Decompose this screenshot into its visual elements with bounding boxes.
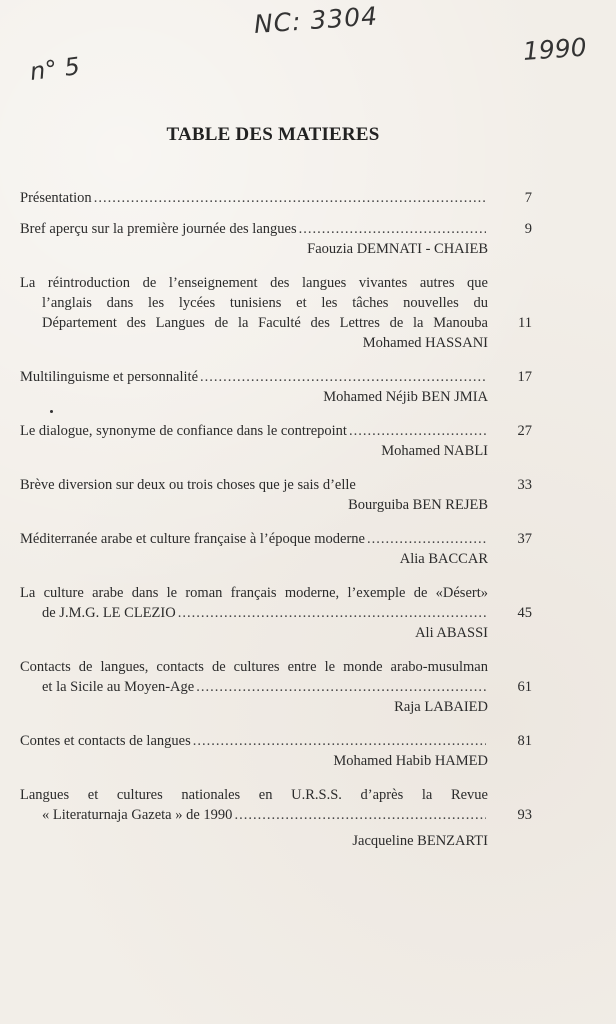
toc-entry xyxy=(20,219,532,259)
toc-entry-author: Mohamed Néjib BEN JMIA xyxy=(323,389,488,405)
toc-entry-title-line: Langues et cultures nationales en U.R.S.S. d’après la Revue xyxy=(20,787,488,803)
toc-entry-title: Méditerranée arabe et culture française à l’époque moderne xyxy=(20,531,365,547)
toc-entry-author: Alia BACCAR xyxy=(399,551,488,567)
toc-page-number: 37 xyxy=(517,531,532,547)
toc-entry-author: Mohamed HASSANI xyxy=(362,335,488,351)
handwritten-catalog-number: NC: 3304 xyxy=(252,1,379,39)
toc-entry-title: Présentation xyxy=(20,190,92,206)
toc-entry-author: Jacqueline BENZARTI xyxy=(352,833,488,849)
toc-entry xyxy=(20,785,532,851)
handwritten-year: 1990 xyxy=(521,32,588,66)
toc-entry-title: Brève diversion sur deux ou trois choses que je sais d’elle xyxy=(20,477,356,493)
toc-entry-author: Faouzia DEMNATI - CHAIEB xyxy=(307,241,488,257)
leader-dots xyxy=(299,219,486,239)
leader-dots xyxy=(193,731,486,751)
toc-entry xyxy=(20,273,532,353)
handwritten-issue-number: n° 5 xyxy=(28,51,82,86)
toc-page-number: 11 xyxy=(518,315,532,331)
toc-entry-title: Bref aperçu sur la première journée des langues xyxy=(20,221,297,237)
table-of-contents xyxy=(20,188,532,865)
toc-entry-author: Mohamed Habib HAMED xyxy=(333,753,488,769)
toc-entry xyxy=(20,421,532,461)
toc-entry-title-line: La culture arabe dans le roman français moderne, l’exemple de «Désert» xyxy=(20,585,488,601)
toc-entry-author: Ali ABASSI xyxy=(415,625,488,641)
toc-entry xyxy=(20,475,532,515)
toc-entry xyxy=(20,731,532,771)
toc-page-number: 27 xyxy=(517,423,532,439)
leader-dots xyxy=(178,603,486,623)
toc-entry-title: Le dialogue, synonyme de confiance dans le contrepoint xyxy=(20,423,347,439)
leader-dots xyxy=(196,677,486,697)
toc-entry-title-line: Contacts de langues, contacts de cultures entre le monde arabo-musulman xyxy=(20,659,488,675)
toc-page-number: 33 xyxy=(517,477,532,493)
toc-page-number: 7 xyxy=(524,190,532,206)
toc-page-number: 81 xyxy=(517,733,532,749)
toc-entry-author: Bourguiba BEN REJEB xyxy=(348,497,488,513)
leader-dots xyxy=(94,188,486,208)
page-title: TABLE DES MATIERES xyxy=(166,124,380,145)
toc-entry-title-line: de J.M.G. LE CLEZIO xyxy=(42,605,176,621)
toc-entry-title: Contes et contacts de langues xyxy=(20,733,191,749)
toc-entry-title-line: Département des Langues de la Faculté des Lettres de la Manouba xyxy=(42,315,488,331)
toc-entry-title: Multilinguisme et personnalité xyxy=(20,369,199,385)
toc-entry-author: Raja LABAIED xyxy=(394,699,488,715)
toc-entry-title-line: et la Sicile au Moyen-Age xyxy=(42,679,195,695)
leader-dots xyxy=(200,367,486,387)
toc-entry-title-line: l’anglais dans les lycées tunisiens et les tâches nouvelles du xyxy=(42,295,488,311)
toc-page-number: 93 xyxy=(517,807,532,823)
leader-dots xyxy=(234,805,486,825)
leader-dots xyxy=(349,421,486,441)
toc-entry-title-line: « Literaturnaja Gazeta » de 1990 xyxy=(42,807,233,823)
toc-entry xyxy=(20,657,532,717)
toc-entry xyxy=(20,583,532,643)
toc-entry xyxy=(20,529,532,569)
toc-entry xyxy=(20,188,532,208)
toc-page-number: 9 xyxy=(524,221,532,237)
toc-page-number: 61 xyxy=(517,679,532,695)
toc-page-number: 45 xyxy=(517,605,532,621)
leader-dots xyxy=(367,529,486,549)
ink-speck xyxy=(50,410,53,413)
toc-entry-author: Mohamed NABLI xyxy=(381,443,488,459)
toc-entry xyxy=(20,367,532,407)
toc-page-number: 17 xyxy=(517,369,532,385)
toc-entry-title-line: La réintroduction de l’enseignement des langues vivantes autres que xyxy=(20,275,488,291)
